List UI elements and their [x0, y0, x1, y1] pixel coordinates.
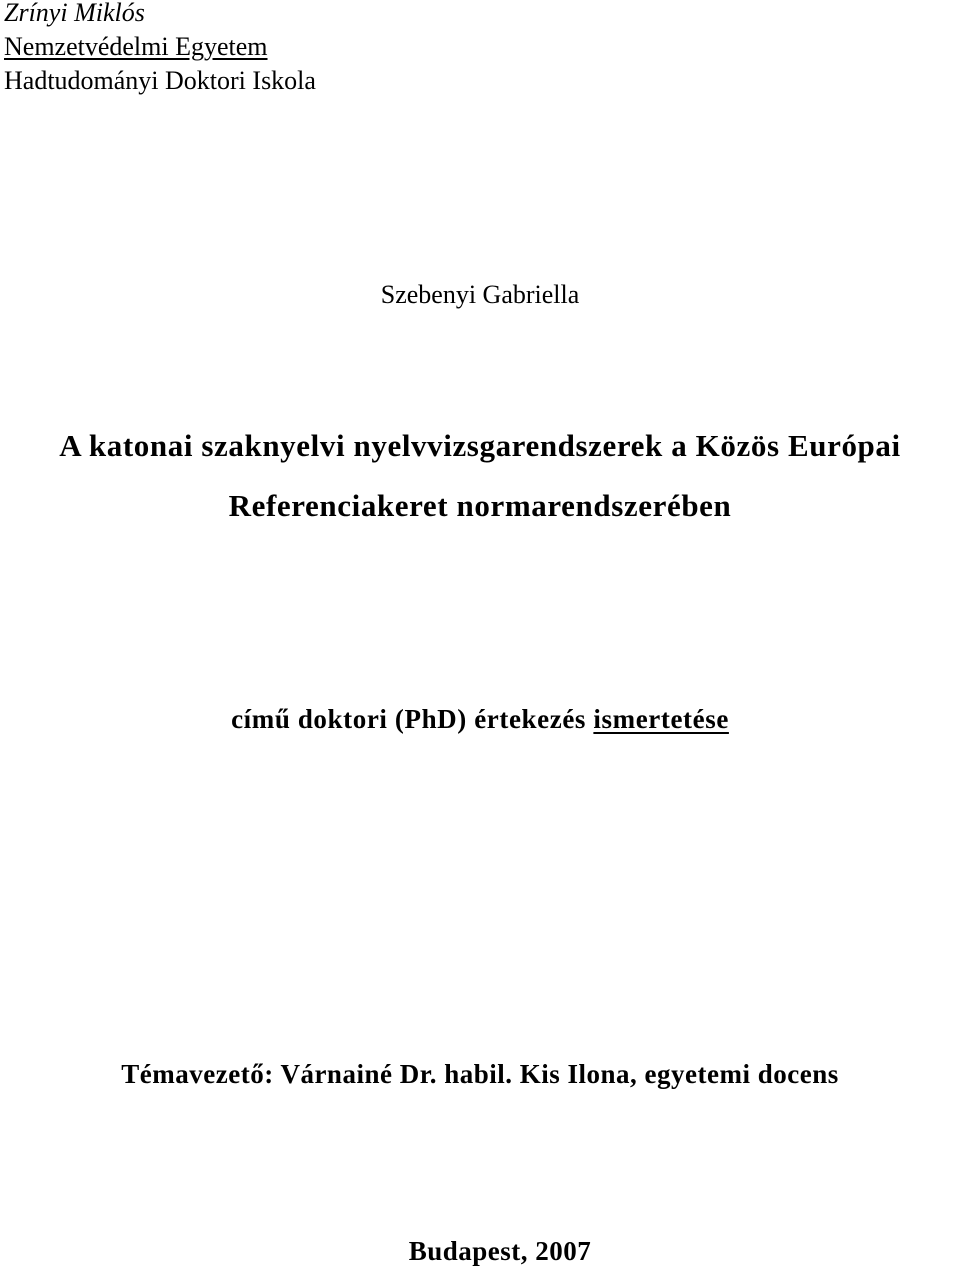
institution-header [4, 0, 316, 98]
subtitle-text: című doktori (PhD) értekezés [231, 704, 594, 734]
subtitle-underlined-text: ismertetése [593, 704, 729, 734]
thesis-title-line-2: Referenciakeret normarendszerében [228, 488, 732, 523]
institution-line-1: Zrínyi Miklós [4, 0, 145, 27]
thesis-title-line-1: A katonai szaknyelvi nyelvvizsgarendszerek a Közös Európai [59, 428, 901, 463]
thesis-subtitle [0, 700, 960, 738]
institution-line-3: Hadtudományi Doktori Iskola [4, 66, 316, 95]
supervisor-line: Témavezető: Várnainé Dr. habil. Kis Ilona, egyetemi docens [121, 1059, 839, 1089]
author-name: Szebenyi Gabriella [380, 280, 580, 309]
institution-line-2: Nemzetvédelmi Egyetem [4, 32, 268, 61]
thesis-title [0, 416, 960, 536]
place-and-date: Budapest, 2007 [408, 1236, 592, 1266]
